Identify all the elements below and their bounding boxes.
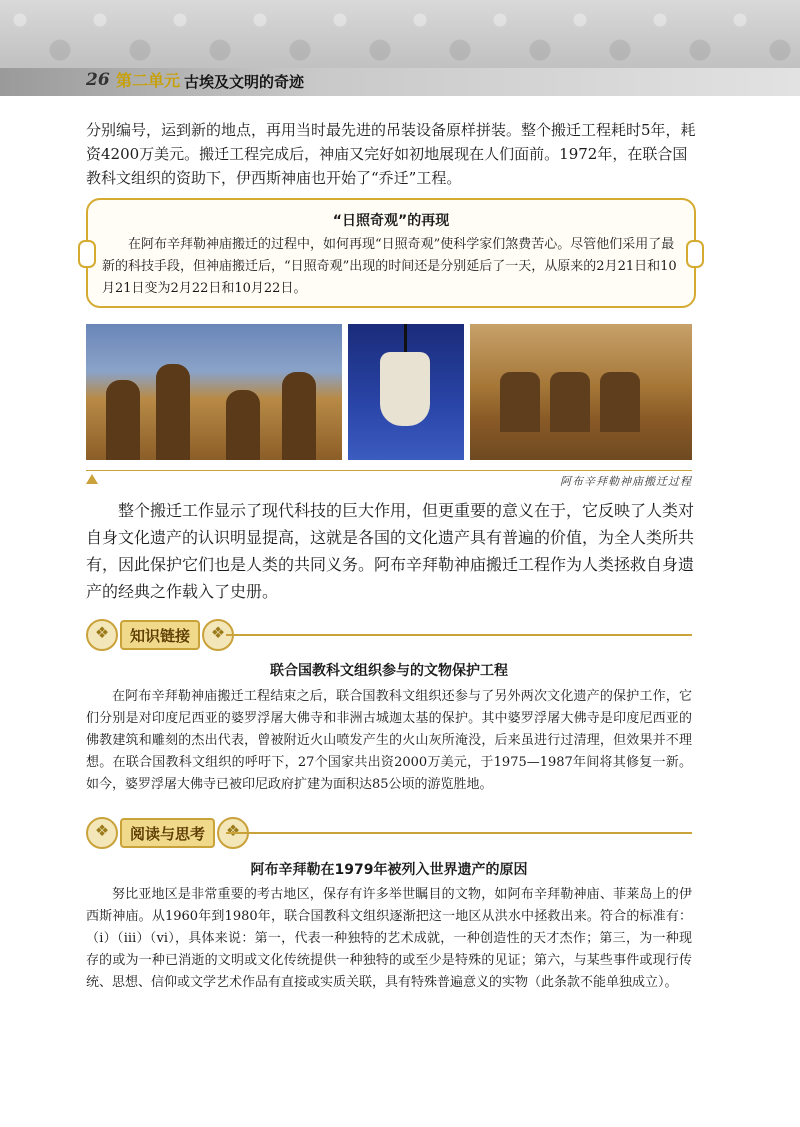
ornament-icon [86, 619, 118, 651]
unit-title: 古埃及文明的奇迹 [184, 73, 305, 91]
temple-relocation-photo-1 [86, 324, 342, 460]
page-number: 26 [86, 70, 110, 90]
photo-caption: 阿布辛拜勒神庙搬迁过程 [560, 475, 692, 488]
unit-label: 第二单元 [116, 70, 181, 90]
section-rule [226, 832, 692, 834]
knowledge-link-body: 在阿布辛拜勒神庙搬迁工程结束之后，联合国教科文组织还参与了另外两次文化遗产的保护工作，它们分别是对印度尼西亚的婆罗浮屠大佛寺和非洲古城迦太基的保护。其中婆罗浮屠大佛寺是印度尼西亚的佛教建筑和雕刻的杰出代表，曾被附近火山喷发产生的火山灰所淹没，后来虽进行过清理，但效果并不理想。在联合国教科文组织的呼吁下，27个国家共出资2000万美元，于1975—1987年间将其修复一新。如今，婆罗浮屠大佛寺已被印尼政府扩建为面积达85公顷的游览胜地。 [86, 689, 692, 792]
statue-shape [282, 372, 316, 460]
reading-thinking-body: 努比亚地区是非常重要的考古地区，保存有许多举世瞩目的文物，如阿布辛拜勒神庙、菲莱岛上的伊西斯神庙。从1960年到1980年，联合国教科文组织逐渐把这一地区从洪水中拯救出来。符合的标准有：（ⅰ）（ⅲ）（ⅵ），具体来说：第一，代表一种独特的艺术成就，一种创造性的天才杰作；第三，为一种现存的或为一种已消逝的文明或文化传统提供一种独特的或至少是特殊的见证；第六，与某些事件或现行传统、思想、信仰或文学艺术作品有直接或实质关联，具有特殊普遍意义的实物（此条款不能单独成立）。 [86, 887, 692, 990]
knowledge-link-badge [86, 618, 234, 652]
statue-face [380, 352, 430, 426]
temple-relocation-photo-2 [348, 324, 464, 460]
section-rule [226, 634, 692, 636]
reading-thinking-badge [86, 816, 249, 850]
page-header [0, 0, 800, 96]
ornament-icon [86, 817, 118, 849]
reading-thinking-title: 阿布辛拜勒在1979年被列入世界遗产的原因 [250, 862, 528, 878]
caption-triangle-icon [86, 474, 98, 484]
intro-paragraph: 分别编号，运到新的地点，再用当时最先进的吊装设备原样拼装。整个搬迁工程耗时5年，耗资4200万美元。搬迁工程完成后，神庙又完好如初地展现在人们面前。1972年，在联合国教科文组织的资助下，伊西斯神庙也开始了“乔迁”工程。 [86, 121, 696, 187]
sidebar-scroll-box [86, 198, 696, 308]
temple-relocation-photo-3 [470, 324, 692, 460]
statue-shape [226, 390, 260, 460]
statue-shape [156, 364, 190, 460]
statue-shape [600, 372, 640, 432]
statue-shape [500, 372, 540, 432]
caption-divider [86, 470, 692, 471]
reading-thinking-label: 阅读与思考 [120, 818, 215, 848]
knowledge-link-label: 知识链接 [120, 620, 200, 650]
sidebar-title: “日照奇观”的再现 [332, 213, 450, 229]
sidebar-body: 在阿布辛拜勒神庙搬迁的过程中，如何再现“日照奇观”使科学家们煞费苦心。尽管他们采用了最新的科技手段，但神庙搬迁后，“日照奇观”出现的时间还是分别延后了一天，从原来的2月21日和10月21日变为2月22日和10月22日。 [102, 237, 677, 296]
main-paragraph: 整个搬迁工作显示了现代科技的巨大作用，但更重要的意义在于，它反映了人类对自身文化遗产的认识明显提高，这就是各国的文化遗产具有普遍的价值，为全人类所共有，因此保护它们也是人类的共同义务。阿布辛拜勒神庙搬迁工程作为人类拯救自身遗产的经典之作载入了史册。 [86, 501, 695, 601]
crane-cable [404, 324, 407, 354]
knowledge-link-title: 联合国教科文组织参与的文物保护工程 [270, 663, 508, 679]
photo-strip [86, 324, 692, 460]
statue-shape [106, 380, 140, 460]
statue-shape [550, 372, 590, 432]
